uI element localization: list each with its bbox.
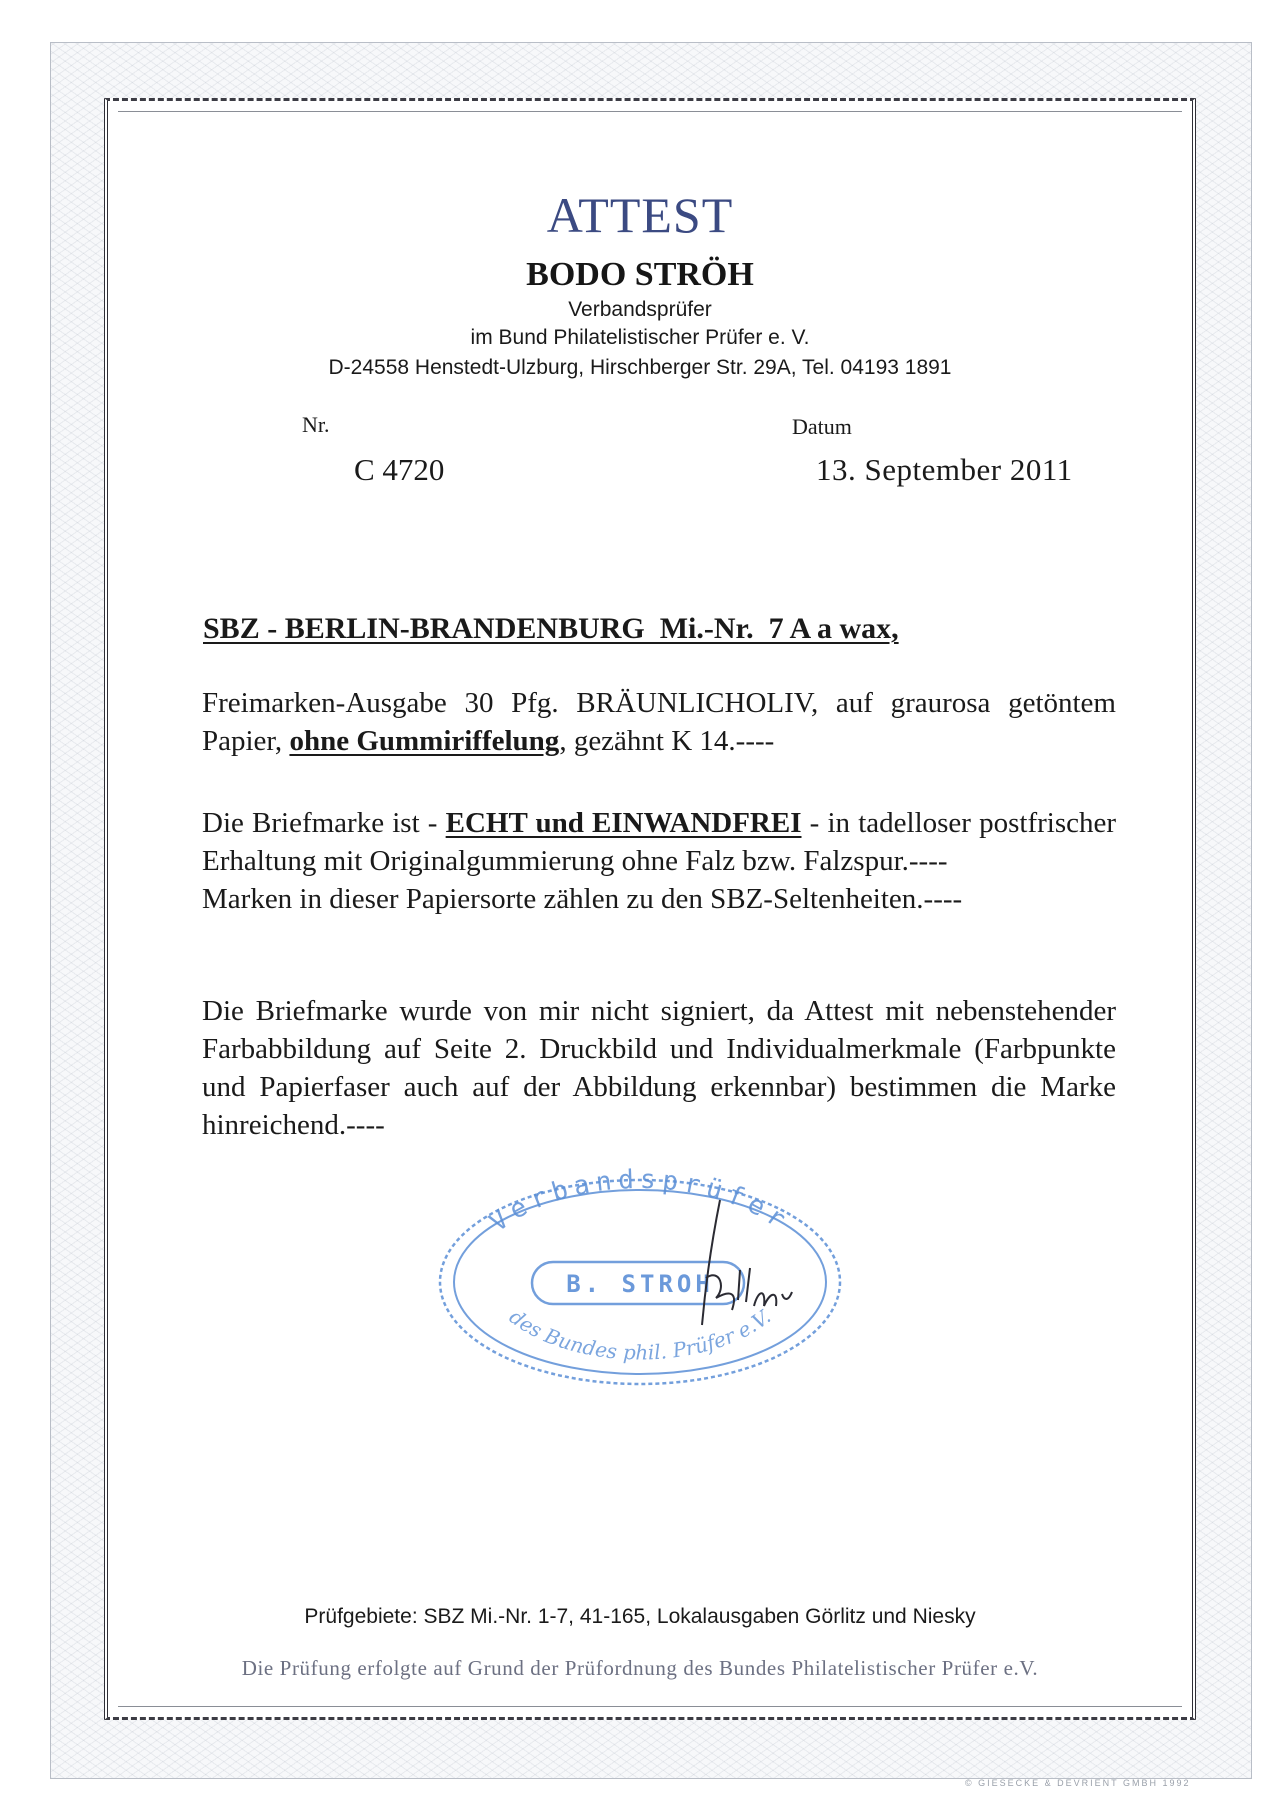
p3-text: Die Briefmarke wurde von mir nicht signiert, da Attest mit nebenstehender Farbabbildung auf Seite 2. Druckbild und Individualmerkmale (Farbpunkte und Papierfaser auch auf der Abbildung erkennbar) bestimmen die Marke hinreichend.---- [202,995,1116,1141]
nr-value: C 4720 [354,452,445,487]
examiner-stamp [420,1160,860,1390]
paragraph-description [202,684,1116,760]
p1-underlined: ohne Gummiriffelung [289,725,560,757]
paragraph-verdict [202,804,1116,918]
p1-text-b: , gezähnt K 14.---- [559,725,775,757]
stamp-bottom-text: des Bundes phil. Prüfer e.V. [504,1304,776,1365]
examiner-name: BODO STRÖH [526,256,754,293]
stamp-top-text: Verbandsprüfer [484,1164,796,1239]
examiner-role: Verbandsprüfer [568,298,712,321]
pruefgebiete: Prüfgebiete: SBZ Mi.-Nr. 1-7, 41-165, Lokalausgaben Görlitz und Niesky [304,1605,976,1628]
p2-text-c: Marken in dieser Papiersorte zählen zu den SBZ-Seltenheiten.---- [202,883,963,915]
datum-value: 13. September 2011 [816,452,1073,487]
p2-text-a: Die Briefmarke ist - [202,807,446,839]
printer-imprint: © GIESECKE & DEVRIENT GMBH 1992 [965,1778,1191,1788]
paragraph-signature-note [202,992,1116,1144]
certificate-title: ATTEST [546,187,734,243]
stamp-center-text: B. STROH [566,1270,714,1298]
p2-text-b: - in tadelloser postfrischer Erhaltung mit Originalgummierung ohne Falz bzw. Falzspur.---- [202,807,1116,877]
examiner-address: D-24558 Henstedt-Ulzburg, Hirschberger Str. 29A, Tel. 04193 1891 [328,356,952,379]
examiner-society: im Bund Philatelistischer Prüfer e. V. [470,326,810,349]
p2-underlined: ECHT und EINWANDFREI [445,807,802,839]
svg-text:Verbandsprüfer [484,1165,796,1238]
datum-label: Datum [792,414,852,439]
stamp-headline-text: SBZ - BERLIN-BRANDENBURG Mi.-Nr. 7 A a wax, [203,612,899,645]
p1-text-a: Freimarken-Ausgabe 30 Pfg. BRÄUNLICHOLIV, auf graurosa getöntem Papier, [202,687,1116,757]
svg-text:des Bundes phil. Prüfer e.V. [505,1304,775,1364]
nr-label: Nr. [302,412,330,437]
pruefordnung-note: Die Prüfung erfolgte auf Grund der Prüfordnung des Bundes Philatelistischer Prüfer e.V. [241,1656,1039,1680]
stamp-headline [203,612,899,646]
